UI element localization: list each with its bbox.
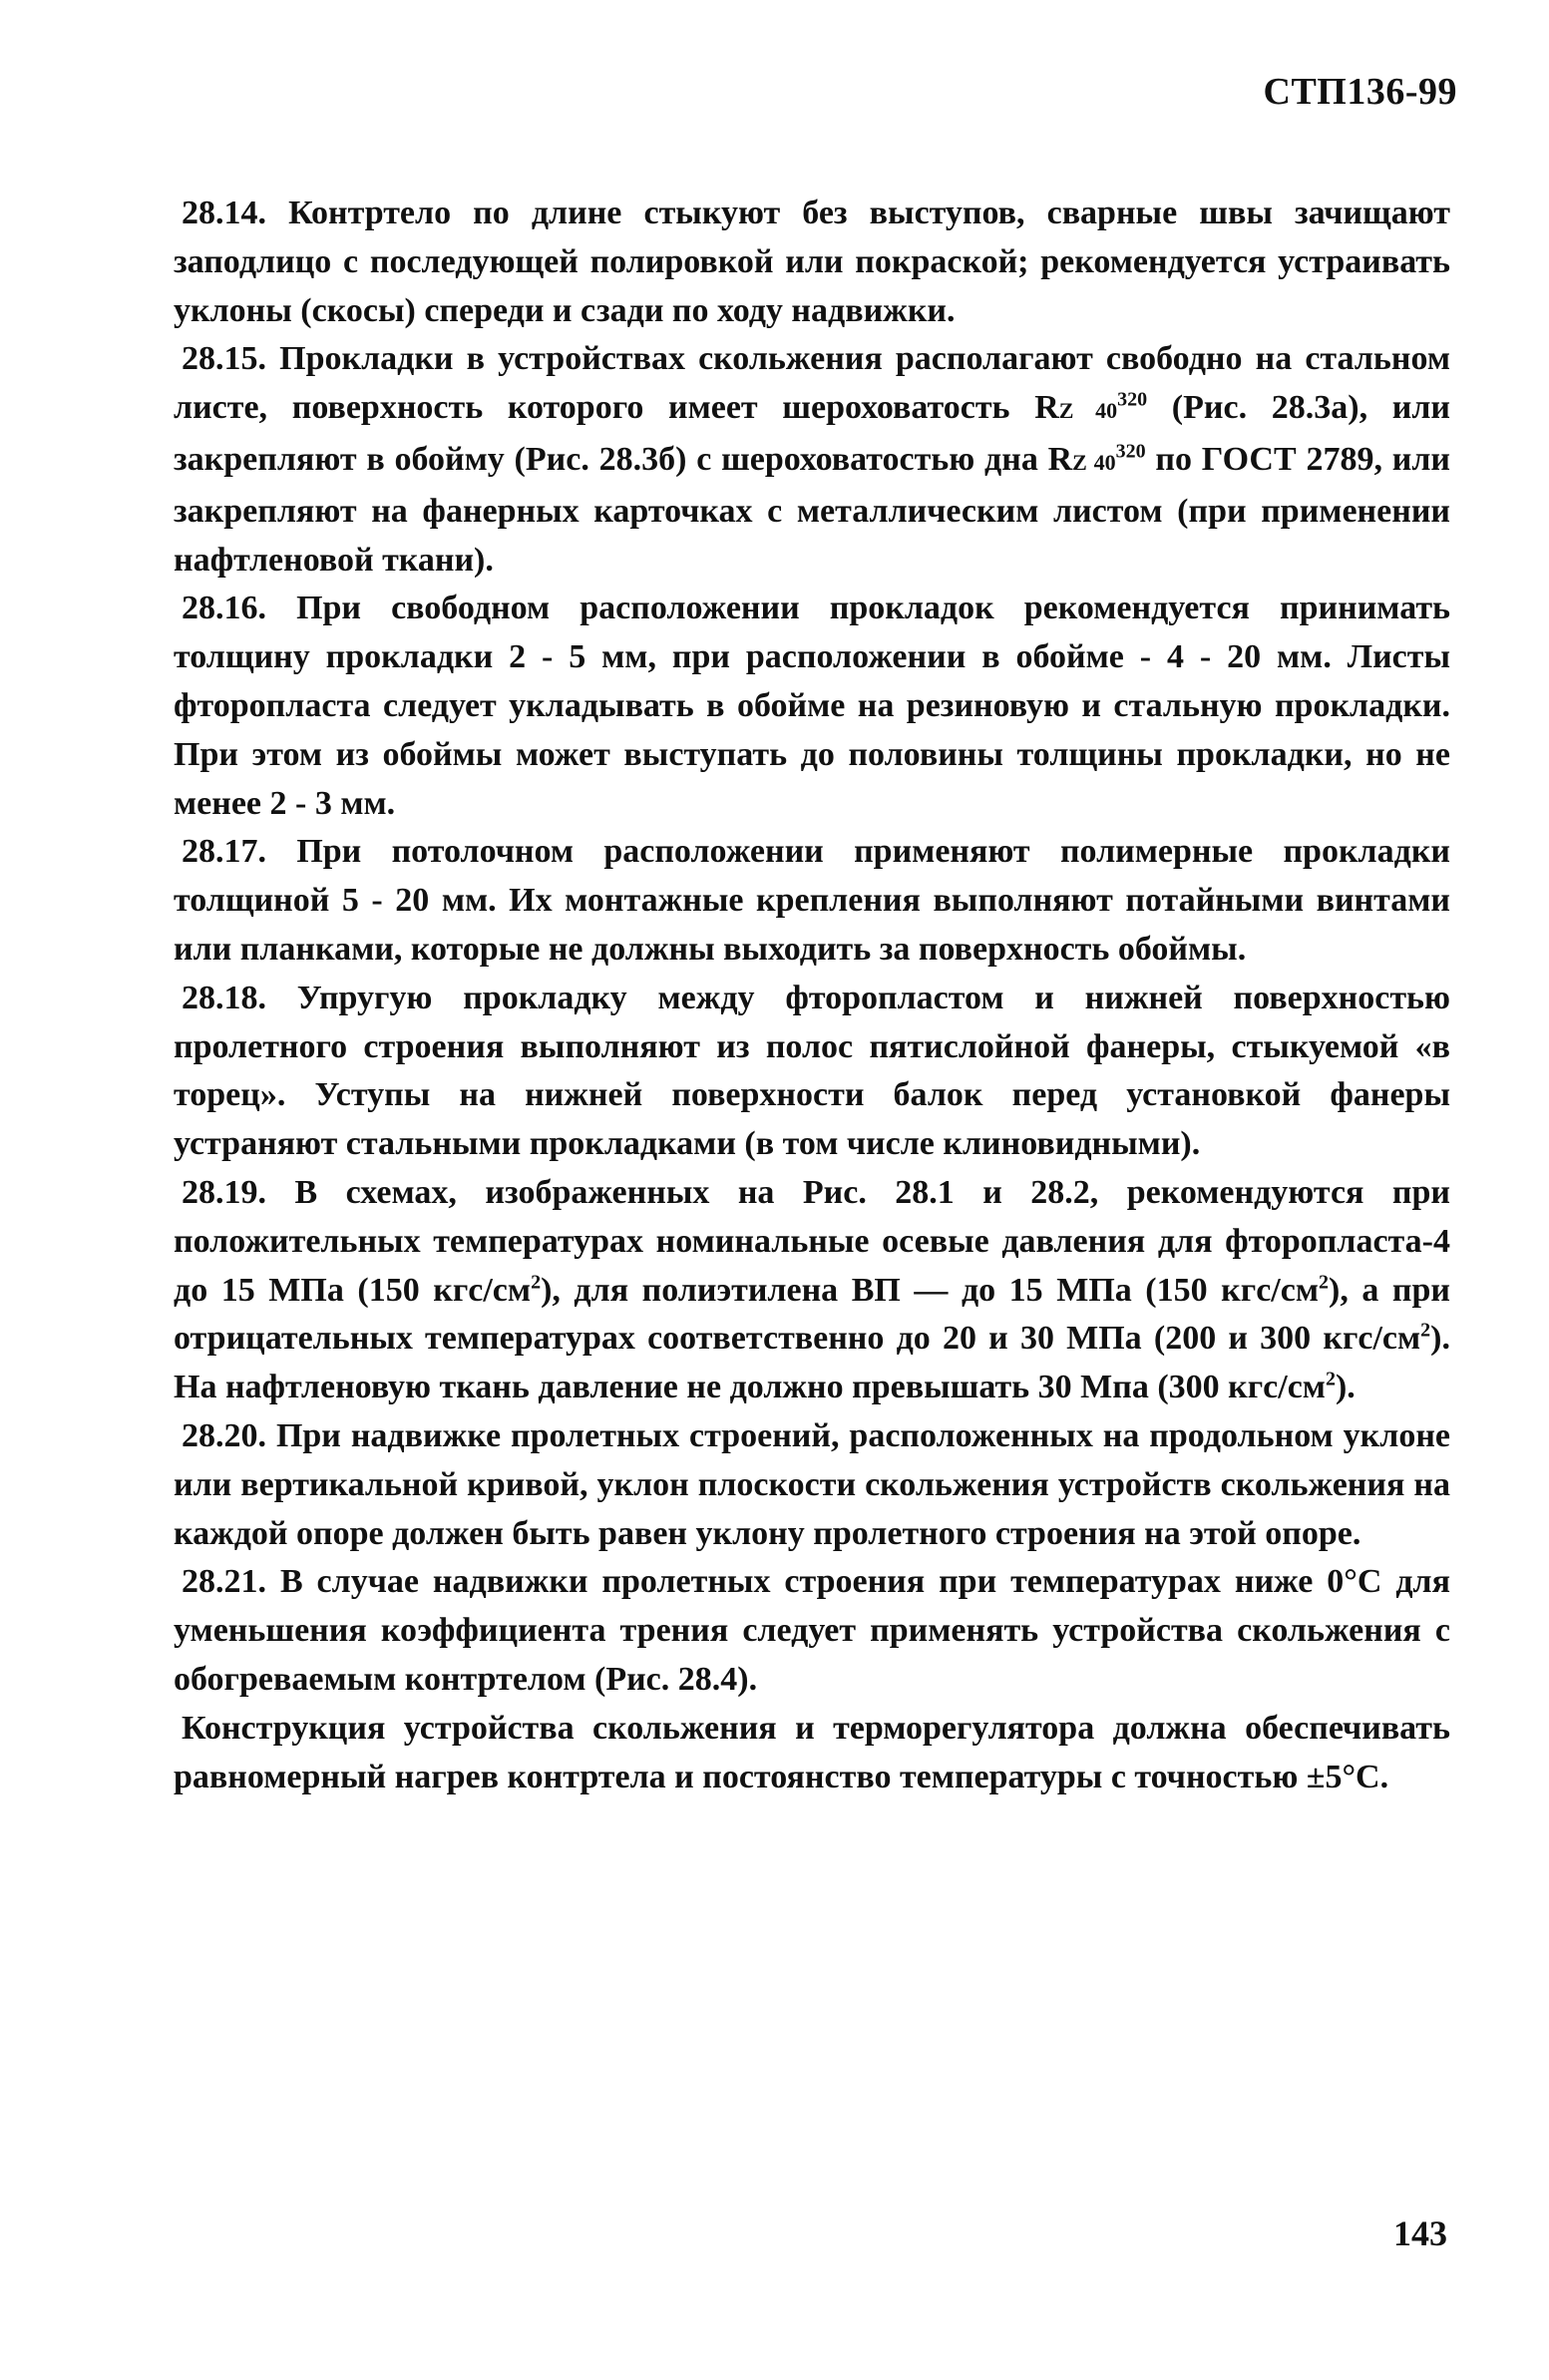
paragraph-number: 28.14.	[182, 195, 266, 231]
page-number: 143	[1393, 2213, 1447, 2253]
roughness-superscript: 320	[1115, 440, 1146, 463]
paragraph-text: Упругую прокладку между фторопластом и нижней поверхностью пролетного строения выполняют из полос пятислойной фанеры, стыкуемой «в торец». Уступы на нижней поверхности балок перед установкой фанеры устраняют стальными прокладками (в том числе клиновидными).	[174, 979, 1450, 1163]
paragraph-number: 28.19.	[182, 1173, 266, 1211]
paragraph-28-15	[174, 335, 1450, 585]
paragraph-text: При потолочном расположении применяют полимерные прокладки толщиной 5 - 20 мм. Их монтажные крепления выполняют потайными винтами или планками, которые не должны выходить за поверхность обоймы.	[174, 833, 1451, 968]
paragraph-text-part: ), для полиэтилена ВП — до 15 МПа (150 кгс/см	[541, 1271, 1319, 1309]
unit-superscript: 2	[531, 1271, 542, 1294]
paragraph-text-part: ).	[1335, 1369, 1355, 1406]
paragraph-text: При надвижке пролетных строений, расположенных на продольном уклоне или вертикальной кривой, уклон плоскости скольжения устройств скольжения на каждой опоре должен быть равен уклону пролетного строения на этой опоре.	[174, 1416, 1450, 1552]
paragraph-text: При свободном расположении прокладок рекомендуется принимать толщину прокладки 2 - 5 мм, при расположении в обойме - 4 - 20 мм. Листы фторопласта следует укладывать в обойме на резиновую и стальную прокладки. При этом из обоймы может выступать до половины толщины прокладки, но не менее 2 - 3 мм.	[174, 590, 1451, 822]
paragraph-text-part: по ГОСТ 2789, или закрепляют на фанерных карточках с металлическим листом (при применении нафтленовой ткани).	[174, 440, 1450, 579]
paragraph-28-21	[174, 1558, 1450, 1704]
roughness-subscript: Z	[1058, 398, 1074, 424]
roughness-superscript: 320	[1117, 388, 1148, 411]
paragraph-28-19	[174, 1169, 1450, 1412]
paragraph-number: 28.18.	[182, 979, 266, 1016]
roughness-base: 40	[1086, 449, 1116, 475]
paragraph-text-part: ). На нафтленовую ткань давление не должно превышать 30 Мпа (300 кгс/см	[174, 1320, 1450, 1406]
paragraph-28-14	[174, 190, 1450, 335]
unit-superscript: 2	[1319, 1271, 1329, 1294]
paragraph-text-part: Прокладки в устройствах скольжения располагают свободно на стальном листе, поверхность которого имеет шероховатость R	[174, 340, 1450, 427]
paragraph-text-part: ), а при отрицательных температурах соответственно до 20 и 30 МПа (200 и 300 кгс/см	[174, 1271, 1450, 1358]
paragraph-number: 28.20.	[182, 1416, 266, 1454]
roughness-base: 40	[1073, 398, 1118, 424]
unit-superscript: 2	[1325, 1368, 1336, 1390]
document-body	[174, 190, 1450, 1801]
paragraph-text-part: (Рис. 28.3а), или закрепляют в обойму (Рис. 28.3б) с шероховатостью дна R	[174, 389, 1450, 478]
paragraph-number: 28.21.	[182, 1563, 266, 1601]
document-code: СТП136-99	[1263, 71, 1457, 113]
paragraph-number: 28.16.	[182, 590, 266, 627]
paragraph-28-16	[174, 585, 1450, 828]
paragraph-number: 28.15.	[182, 340, 266, 378]
paragraph-text-part: В схемах, изображенных на Рис. 28.1 и 28.2, рекомендуются при положительных температурах номинальные осевые давления для фторопласта-4 до 15 МПа (150 кгс/см	[174, 1173, 1450, 1309]
paragraph-text: Контртело по длине стыкуют без выступов, сварные швы зачищают заподлицо с последующей полировкой или покраской; рекомендуется устраивать уклоны (скосы) спереди и сзади по ходу надвижки.	[174, 195, 1450, 329]
paragraph-28-17	[174, 828, 1450, 974]
paragraph-28-18	[174, 975, 1450, 1169]
unit-superscript: 2	[1420, 1320, 1431, 1342]
paragraph-28-20	[174, 1412, 1450, 1558]
paragraph-number: 28.17.	[182, 833, 266, 871]
paragraph-heater-requirements	[174, 1705, 1450, 1802]
paragraph-text: Конструкция устройства скольжения и терморегулятора должна обеспечивать равномерный нагрев контртела и постоянство температуры с точностью ±5°С.	[174, 1709, 1450, 1795]
paragraph-text: В случае надвижки пролетных строения при температурах ниже 0°С для уменьшения коэффициента трения следует применять устройства скольжения с обогреваемым контртелом (Рис. 28.4).	[174, 1563, 1451, 1698]
roughness-subscript: Z	[1072, 449, 1087, 475]
